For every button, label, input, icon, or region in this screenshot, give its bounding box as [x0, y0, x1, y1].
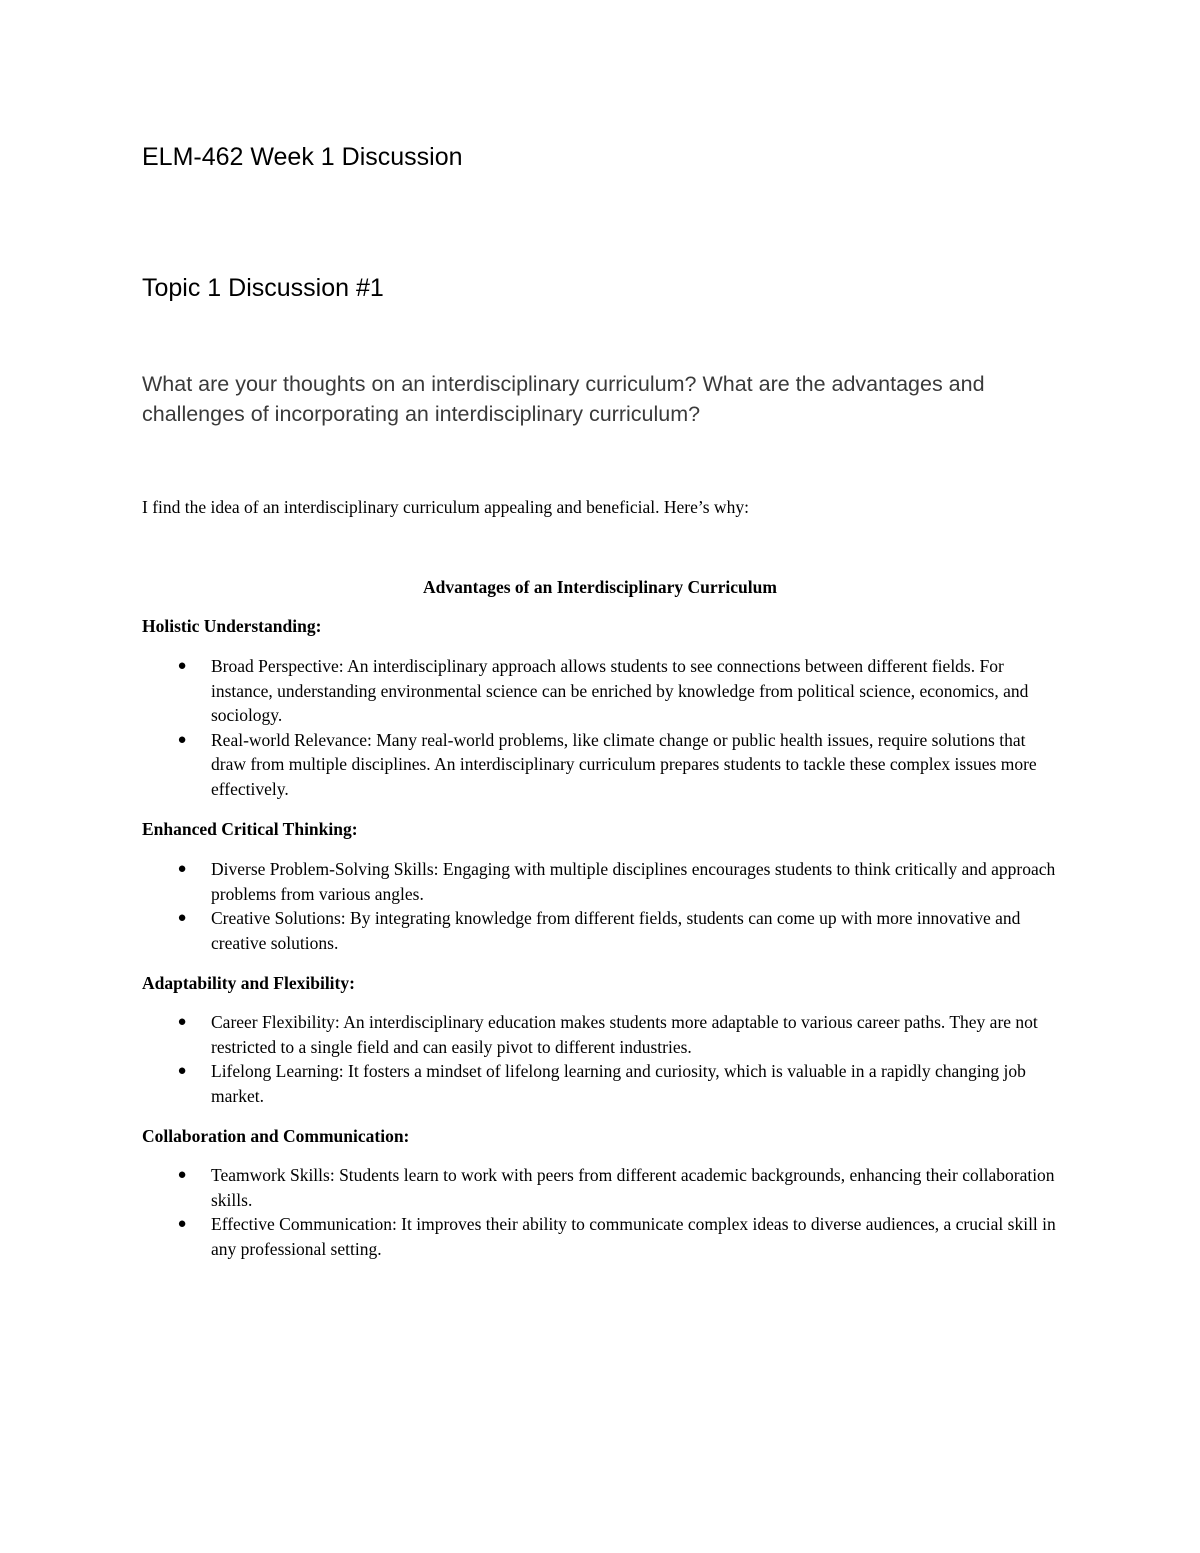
list-item: [177, 1163, 1061, 1212]
document-title: ELM-462 Week 1 Discussion: [142, 143, 463, 171]
bullet-list-adaptability-and-flexibility: [177, 1010, 1061, 1108]
subheading-holistic-understanding: Holistic Understanding:: [142, 616, 322, 636]
bullet-icon: ●: [177, 861, 187, 877]
subheading-collaboration-and-communication: Collaboration and Communication:: [142, 1126, 410, 1146]
bullet-icon: ●: [177, 658, 187, 674]
list-item-text: Career Flexibility: An interdisciplinary education makes students more adaptable to various career paths. They are not restricted to a single field and can easily pivot to different industries.: [211, 1012, 1038, 1057]
subheading-adaptability-and-flexibility: Adaptability and Flexibility:: [142, 973, 355, 993]
bullet-list-enhanced-critical-thinking: [177, 857, 1061, 955]
bullet-icon: ●: [177, 1014, 187, 1030]
section-heading: Advantages of an Interdisciplinary Curriculum: [423, 577, 777, 597]
list-item: [177, 728, 1061, 802]
list-item-text: Real-world Relevance: Many real-world problems, like climate change or public health issues, require solutions that draw from multiple disciplines. An interdisciplinary curriculum prepares students to tackle these complex issues more effectively.: [211, 729, 1037, 799]
discussion-prompt: What are your thoughts on an interdisciplinary curriculum? What are the advantages and challenges of incorporating an interdisciplinary curriculum?: [142, 372, 985, 426]
bullet-icon: ●: [177, 1216, 187, 1232]
bullet-list-holistic-understanding: [177, 654, 1061, 801]
list-item: [177, 654, 1061, 728]
bullet-icon: ●: [177, 910, 187, 926]
list-item-text: Diverse Problem-Solving Skills: Engaging with multiple disciplines encourages students to think critically and approach problems from various angles.: [211, 859, 1056, 904]
list-item-text: Creative Solutions: By integrating knowledge from different fields, students can come up with more innovative and creative solutions.: [211, 908, 1021, 953]
list-item-text: Effective Communication: It improves their ability to communicate complex ideas to diverse audiences, a crucial skill in any professional setting.: [211, 1214, 1056, 1259]
list-item-text: Broad Perspective: An interdisciplinary approach allows students to see connections between different fields. For instance, understanding environmental science can be enriched by knowledge from political science, economics, and sociology.: [211, 656, 1029, 725]
bullet-icon: ●: [177, 731, 187, 748]
bullet-list-collaboration-and-communication: [177, 1163, 1061, 1261]
intro-paragraph: I find the idea of an interdisciplinary curriculum appealing and beneficial. Here’s why:: [142, 497, 749, 517]
list-item: [177, 857, 1061, 906]
list-item: [177, 906, 1061, 955]
bullet-icon: ●: [177, 1167, 187, 1183]
list-item: [177, 1059, 1061, 1108]
bullet-icon: ●: [177, 1063, 187, 1079]
list-item: [177, 1212, 1061, 1261]
list-item: [177, 1010, 1061, 1059]
list-item-text: Teamwork Skills: Students learn to work with peers from different academic backgrounds, enhancing their collaboration skills.: [211, 1165, 1055, 1210]
topic-title: Topic 1 Discussion #1: [142, 274, 384, 302]
subheading-enhanced-critical-thinking: Enhanced Critical Thinking:: [142, 819, 358, 839]
list-item-text: Lifelong Learning: It fosters a mindset of lifelong learning and curiosity, which is valuable in a rapidly changing job market.: [211, 1061, 1026, 1106]
